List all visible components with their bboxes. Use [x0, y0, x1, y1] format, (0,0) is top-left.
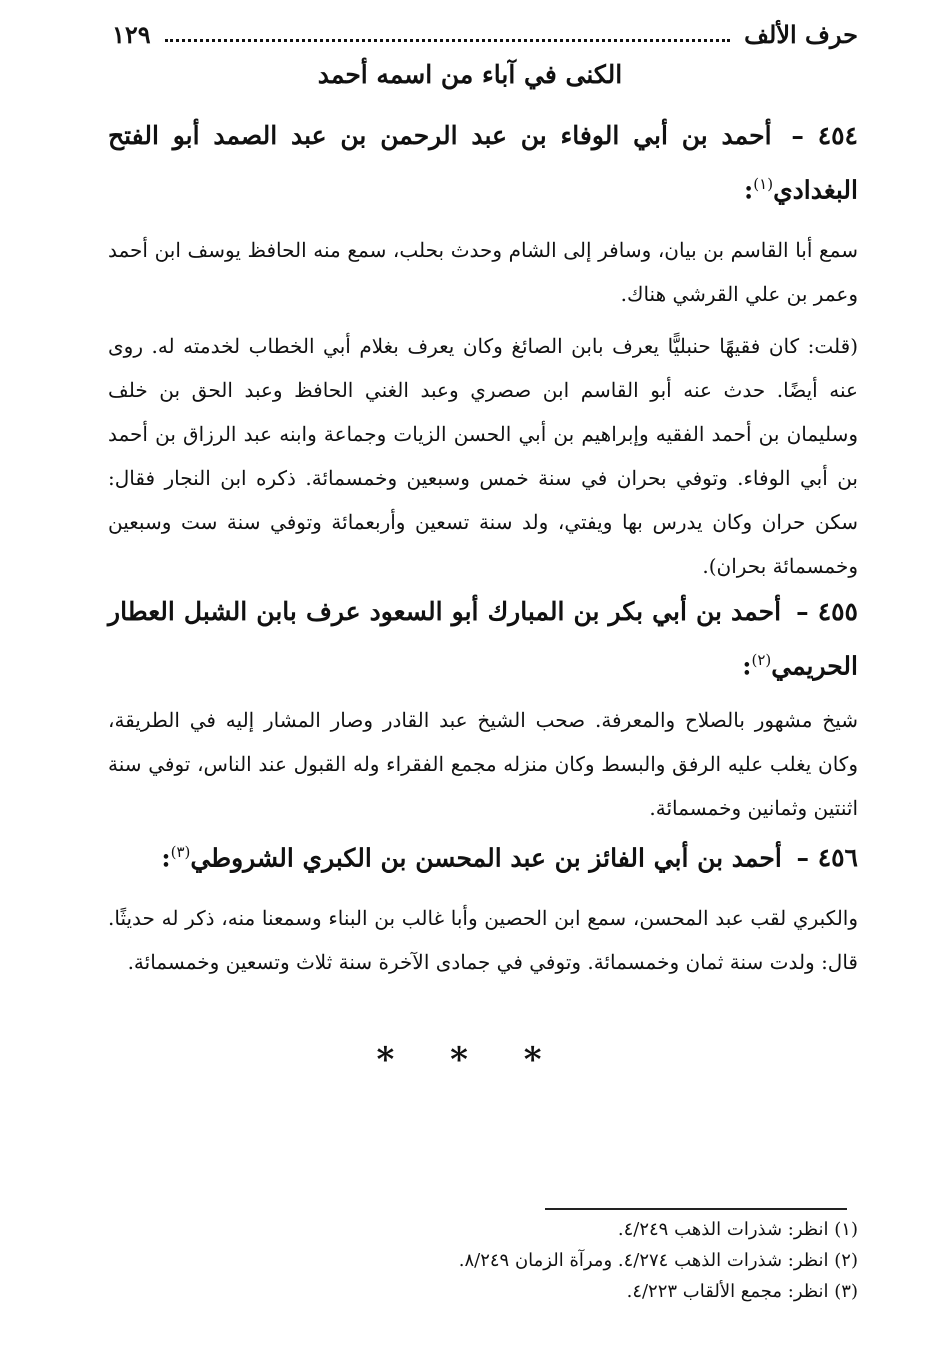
footnotes — [400, 1214, 858, 1307]
footnote-ref: (٢) — [751, 651, 772, 669]
paragraph: (قلت: كان فقيهًا حنبليًّا يعرف بابن الصائغ وكان يعرف بغلام أبي الخطاب لخدمته له. روى عنه أيضًا. حدث عنه أبو القاسم ابن صصري وعبد الغني الحافظ وعبد الحق بن خلف وسليمان بن أحمد الفقيه وإبراهيم بن أبي الحسن الزيات وجماعة وابنه عبد الرزاق بن أحمد بن أبي الوفاء. وتوفي بحران في سنة خمس وسبعين وخمسمائة. ذكره ابن النجار فقال: سكن حران وكان يدرس بها ويفتي، ولد سنة تسعين وأربعمائة وتوفي سنة ست وسبعين وخمسمائة بحران). — [108, 334, 858, 579]
entry-heading — [108, 112, 858, 214]
entry-number: ٤٥٥ – — [796, 597, 858, 626]
section-separator: * * * — [376, 1040, 564, 1080]
entry-454 — [108, 112, 858, 588]
entry-suffix: : — [744, 175, 754, 205]
footnote-3: (٣) انظر: مجمع الألقاب ٤/٢٢٣. — [626, 1281, 858, 1302]
entry-456 — [108, 828, 858, 984]
entry-number: ٤٥٦ – — [796, 843, 858, 873]
running-header — [112, 14, 858, 54]
entry-suffix: : — [742, 651, 752, 681]
entry-name: أحمد بن أبي الفائز بن عبد المحسن بن الكبري الشروطي — [190, 843, 782, 873]
page-number: ١٢٩ — [112, 19, 151, 49]
paragraph: سمع أبا القاسم بن بيان، وسافر إلى الشام وحدث بحلب، سمع منه الحافظ يوسف ابن أحمد وعمر بن علي القرشي هناك. — [108, 238, 858, 307]
chapter-title: حرف الألف — [744, 19, 858, 49]
entry-number: ٤٥٤ – — [791, 121, 858, 150]
entry-heading — [108, 588, 858, 690]
footnote-divider — [545, 1208, 847, 1210]
footnote-2: (٢) انظر: شذرات الذهب ٤/٢٧٤. ومرآة الزمان ٨/٢٤٩. — [458, 1250, 858, 1271]
entry-name: أحمد بن أبي بكر بن المبارك أبو السعود عرف بابن الشبل العطار الحريمي — [108, 597, 858, 681]
entry-heading — [108, 828, 858, 882]
footnote-1: (١) انظر: شذرات الذهب ٤/٢٤٩. — [617, 1219, 858, 1240]
paragraph: شيخ مشهور بالصلاح والمعرفة. صحب الشيخ عبد القادر وصار المشار إليه في الطريقة، وكان يغلب عليه الرفق والبسط وكان منزله مجمع الفقراء وله القبول عند الناس، توفي سنة اثنتين وثمانين وخمسمائة. — [108, 708, 858, 821]
footnote-ref: (١) — [753, 175, 774, 193]
entry-455 — [108, 588, 858, 830]
footnote-ref: (٣) — [170, 843, 191, 861]
entry-suffix: : — [161, 843, 171, 873]
paragraph: والكبري لقب عبد المحسن، سمع ابن الحصين وأبا غالب بن البناء وسمعنا منه، ذكر له حديثًا. قال: ولدت سنة ثمان وخمسمائة. وتوفي في جمادى الآخرة سنة ثلاث وتسعين وخمسمائة. — [108, 906, 858, 975]
header-dot-leader — [165, 39, 731, 42]
section-title: الكنى في آباء من اسمه أحمد — [317, 60, 623, 89]
entry-name: أحمد بن أبي الوفاء بن عبد الرحمن بن عبد الصمد أبو الفتح البغدادي — [108, 121, 858, 205]
